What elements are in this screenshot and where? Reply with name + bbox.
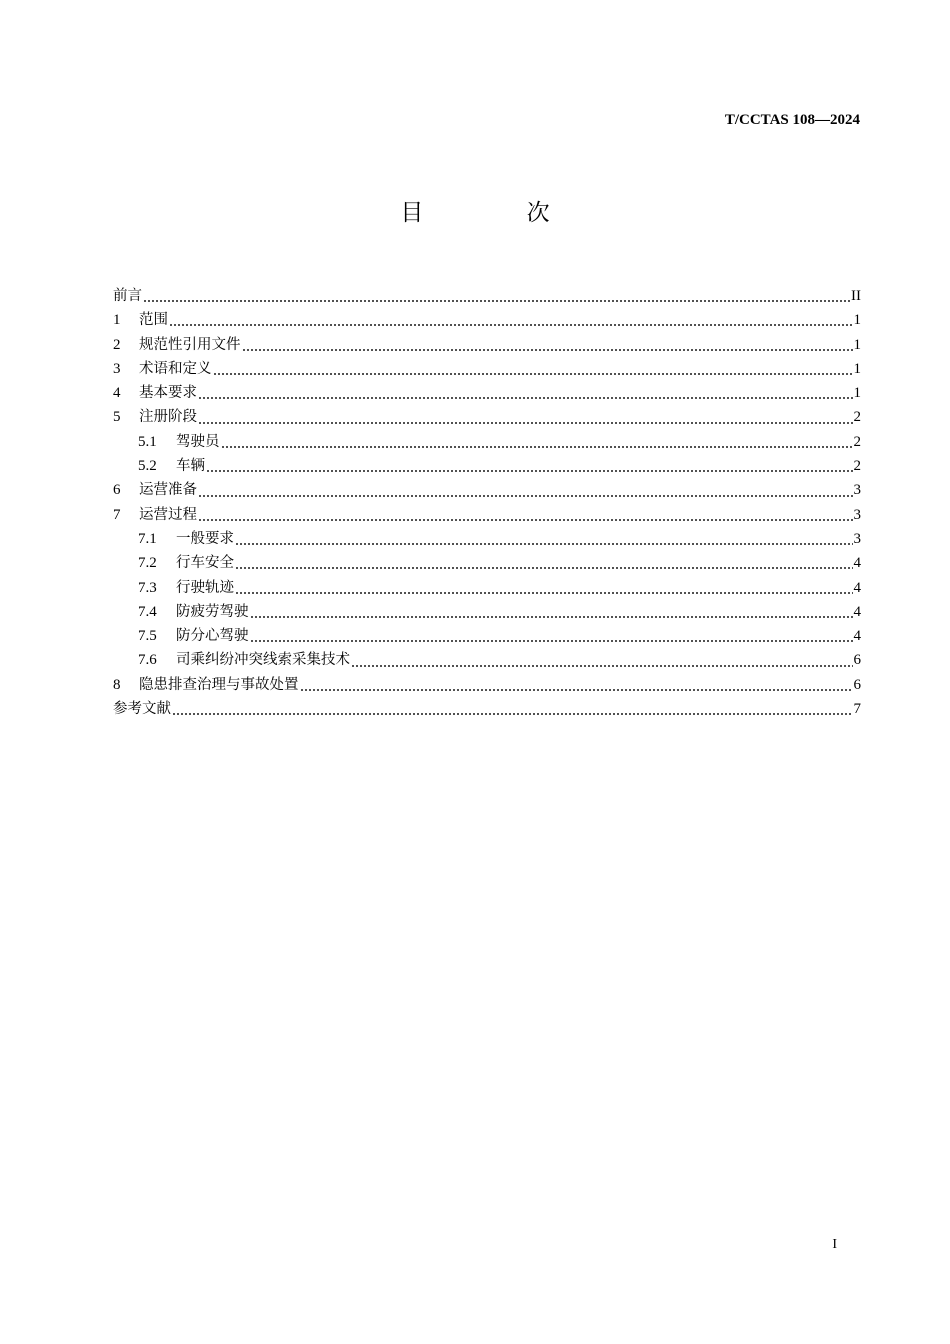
toc-entry-6[interactable] xyxy=(113,478,861,502)
dot-leader xyxy=(213,364,853,378)
toc-entry-7[interactable] xyxy=(113,503,861,527)
dot-leader xyxy=(172,704,853,718)
toc-entry-page: 1 xyxy=(853,312,861,329)
toc-entry-number: 7.3 xyxy=(138,579,157,596)
toc-entry-number: 5.2 xyxy=(138,458,157,475)
toc-entry-references[interactable] xyxy=(113,697,861,721)
toc-entry-label: 参考文献 xyxy=(113,701,171,718)
toc-entry-number: 7.1 xyxy=(138,530,157,547)
dot-leader xyxy=(235,558,853,572)
dot-leader xyxy=(198,388,853,402)
table-of-contents xyxy=(113,284,861,721)
page-title: 目 次 xyxy=(400,200,598,226)
toc-entry-label: 防分心驾驶 xyxy=(176,628,249,645)
dot-leader xyxy=(198,486,853,500)
toc-entry-3[interactable] xyxy=(113,357,861,381)
dot-leader xyxy=(351,656,853,670)
toc-entry-page: 6 xyxy=(853,652,861,669)
toc-entry-page: 2 xyxy=(853,409,861,426)
toc-entry-7-1[interactable] xyxy=(113,527,861,551)
toc-entry-number: 5.1 xyxy=(138,433,157,450)
toc-entry-1[interactable] xyxy=(113,308,861,332)
dot-leader xyxy=(235,534,853,548)
toc-entry-label: 防疲劳驾驶 xyxy=(176,603,249,620)
dot-leader xyxy=(198,510,853,524)
toc-entry-7-4[interactable] xyxy=(113,600,861,624)
dot-leader xyxy=(300,680,853,694)
toc-entry-7-5[interactable] xyxy=(113,624,861,648)
toc-entry-number: 7.6 xyxy=(138,652,157,669)
toc-entry-2[interactable] xyxy=(113,333,861,357)
toc-entry-number: 3 xyxy=(113,360,121,377)
toc-entry-page: 4 xyxy=(853,628,861,645)
toc-entry-number: 7.4 xyxy=(138,603,157,620)
toc-entry-page: II xyxy=(851,288,861,304)
toc-entry-page: 3 xyxy=(853,506,861,523)
dot-leader xyxy=(250,631,853,645)
toc-entry-label: 术语和定义 xyxy=(139,360,212,377)
toc-entry-page: 3 xyxy=(853,482,861,499)
toc-entry-number: 5 xyxy=(113,409,121,426)
toc-entry-page: 7 xyxy=(853,701,861,718)
toc-entry-page: 4 xyxy=(853,603,861,620)
toc-entry-8[interactable] xyxy=(113,673,861,697)
toc-entry-label: 隐患排查治理与事故处置 xyxy=(139,676,299,693)
toc-entry-label: 运营过程 xyxy=(139,506,197,523)
toc-entry-page: 6 xyxy=(853,676,861,693)
toc-entry-4[interactable] xyxy=(113,381,861,405)
toc-entry-foreword[interactable] xyxy=(113,284,861,308)
toc-entry-label: 一般要求 xyxy=(176,530,234,547)
toc-entry-number: 2 xyxy=(113,336,121,353)
dot-leader xyxy=(242,340,853,354)
toc-entry-number: 4 xyxy=(113,385,121,402)
toc-entry-label: 驾驶员 xyxy=(176,433,220,450)
toc-entry-label: 车辆 xyxy=(176,458,205,475)
toc-entry-page: 1 xyxy=(853,360,861,377)
dot-leader xyxy=(250,607,853,621)
page-number: I xyxy=(832,1237,837,1252)
toc-entry-7-6[interactable] xyxy=(113,648,861,672)
toc-entry-page: 4 xyxy=(853,579,861,596)
toc-entry-5-1[interactable] xyxy=(113,430,861,454)
toc-entry-label: 范围 xyxy=(139,312,168,329)
toc-entry-number: 7.5 xyxy=(138,628,157,645)
toc-entry-page: 1 xyxy=(853,336,861,353)
toc-entry-label: 司乘纠纷冲突线索采集技术 xyxy=(176,652,350,669)
dot-leader xyxy=(206,461,853,475)
toc-entry-label: 基本要求 xyxy=(139,385,197,402)
toc-entry-label: 行驶轨迹 xyxy=(176,579,234,596)
toc-entry-label: 行车安全 xyxy=(176,555,234,572)
toc-entry-page: 3 xyxy=(853,530,861,547)
toc-entry-number: 1 xyxy=(113,312,121,329)
toc-entry-5-2[interactable] xyxy=(113,454,861,478)
toc-entry-label: 注册阶段 xyxy=(139,409,197,426)
toc-entry-7-3[interactable] xyxy=(113,576,861,600)
dot-leader xyxy=(143,291,850,305)
dot-leader xyxy=(235,583,853,597)
toc-entry-number: 6 xyxy=(113,482,121,499)
dot-leader xyxy=(198,413,853,427)
toc-entry-page: 2 xyxy=(853,458,861,475)
dot-leader xyxy=(221,437,853,451)
toc-entry-label: 前言 xyxy=(113,288,142,304)
toc-entry-5[interactable] xyxy=(113,405,861,429)
toc-entry-number: 7 xyxy=(113,506,121,523)
toc-entry-page: 4 xyxy=(853,555,861,572)
toc-entry-number: 7.2 xyxy=(138,555,157,572)
toc-entry-7-2[interactable] xyxy=(113,551,861,575)
toc-entry-label: 规范性引用文件 xyxy=(139,336,241,353)
toc-entry-number: 8 xyxy=(113,676,121,693)
document-code: T/CCTAS 108—2024 xyxy=(724,112,860,128)
toc-entry-page: 2 xyxy=(853,433,861,450)
toc-entry-page: 1 xyxy=(853,385,861,402)
dot-leader xyxy=(169,315,853,329)
toc-entry-label: 运营准备 xyxy=(139,482,197,499)
